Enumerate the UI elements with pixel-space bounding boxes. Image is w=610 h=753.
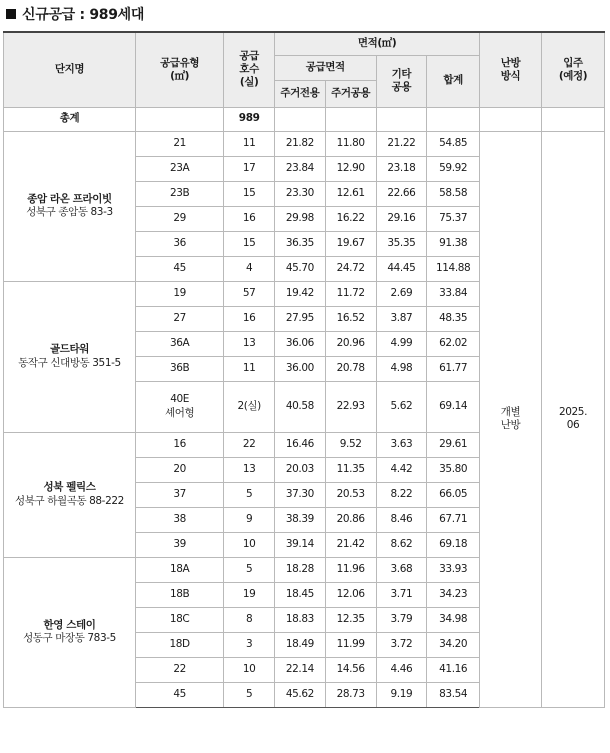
common-cell: 11.35 xyxy=(325,457,376,482)
square-bullet-icon xyxy=(6,9,16,19)
units-cell: 22 xyxy=(224,432,275,457)
type-cell: 23A xyxy=(135,156,223,181)
type-cell: 27 xyxy=(135,306,223,331)
type-cell: 38 xyxy=(135,507,223,532)
other-cell: 4.98 xyxy=(376,356,427,381)
header-movein xyxy=(542,32,605,107)
common-cell: 20.53 xyxy=(325,482,376,507)
header-type-line1: 공급유형 xyxy=(160,56,200,69)
exclusive-cell: 20.03 xyxy=(275,457,326,482)
type-line2: 셰어형 xyxy=(165,406,195,419)
type-cell: 22 xyxy=(135,657,223,682)
header-movein-line2: (예정) xyxy=(558,69,588,82)
sum-cell: 41.16 xyxy=(427,657,480,682)
exclusive-cell: 19.42 xyxy=(275,281,326,306)
header-type xyxy=(135,32,223,107)
units-cell: 15 xyxy=(224,181,275,206)
units-cell: 57 xyxy=(224,281,275,306)
exclusive-cell: 18.28 xyxy=(275,557,326,582)
header-units-line3: (실) xyxy=(239,76,259,89)
exclusive-cell: 21.82 xyxy=(275,131,326,156)
other-cell: 8.22 xyxy=(376,482,427,507)
type-cell: 36B xyxy=(135,356,223,381)
common-cell: 22.93 xyxy=(325,381,376,432)
other-cell: 22.66 xyxy=(376,181,427,206)
complex-cell xyxy=(4,131,136,281)
units-cell: 5 xyxy=(224,557,275,582)
type-cell: 18A xyxy=(135,557,223,582)
units-cell: 13 xyxy=(224,457,275,482)
total-empty-cell xyxy=(275,107,326,131)
type-cell: 18B xyxy=(135,582,223,607)
table-row xyxy=(4,131,605,156)
header-exclusive: 주거전용 xyxy=(275,80,326,107)
sum-cell: 34.23 xyxy=(427,582,480,607)
header-heating-line1: 난방 xyxy=(500,56,521,69)
exclusive-cell: 18.49 xyxy=(275,632,326,657)
exclusive-cell: 36.06 xyxy=(275,331,326,356)
common-cell: 9.52 xyxy=(325,432,376,457)
header-sum: 합계 xyxy=(427,55,480,107)
type-cell: 36A xyxy=(135,331,223,356)
exclusive-cell: 39.14 xyxy=(275,532,326,557)
exclusive-cell: 40.58 xyxy=(275,381,326,432)
sum-cell: 69.14 xyxy=(427,381,480,432)
common-cell: 12.35 xyxy=(325,607,376,632)
common-cell: 12.06 xyxy=(325,582,376,607)
sum-cell: 34.20 xyxy=(427,632,480,657)
sum-cell: 58.58 xyxy=(427,181,480,206)
heating-cell xyxy=(480,131,542,707)
heating-line2: 난방 xyxy=(500,419,521,431)
common-cell: 11.99 xyxy=(325,632,376,657)
exclusive-cell: 23.30 xyxy=(275,181,326,206)
type-cell: 29 xyxy=(135,206,223,231)
sum-cell: 75.37 xyxy=(427,206,480,231)
header-other-line2: 공용 xyxy=(391,81,412,93)
complex-name: 종암 라온 프라이빗 xyxy=(27,192,112,205)
complex-cell xyxy=(4,281,136,432)
type-cell: 45 xyxy=(135,256,223,281)
units-cell: 15 xyxy=(224,231,275,256)
complex-address: 동작구 신대방동 351-5 xyxy=(18,356,121,369)
type-cell xyxy=(135,381,223,432)
movein-line1: 2025. xyxy=(558,405,588,418)
movein-line2: 06 xyxy=(566,419,580,431)
exclusive-cell: 23.84 xyxy=(275,156,326,181)
other-cell: 3.63 xyxy=(376,432,427,457)
exclusive-cell: 18.83 xyxy=(275,607,326,632)
sum-cell: 83.54 xyxy=(427,682,480,707)
type-cell: 39 xyxy=(135,532,223,557)
header-common: 주거공용 xyxy=(325,80,376,107)
units-cell: 11 xyxy=(224,131,275,156)
sum-cell: 66.05 xyxy=(427,482,480,507)
sum-cell: 54.85 xyxy=(427,131,480,156)
other-cell: 3.87 xyxy=(376,306,427,331)
sum-cell: 33.84 xyxy=(427,281,480,306)
other-cell: 4.99 xyxy=(376,331,427,356)
other-cell: 44.45 xyxy=(376,256,427,281)
type-line1: 40E xyxy=(170,393,190,406)
other-cell: 4.46 xyxy=(376,657,427,682)
total-empty-cell xyxy=(480,107,542,131)
exclusive-cell: 45.62 xyxy=(275,682,326,707)
sum-cell: 62.02 xyxy=(427,331,480,356)
total-empty-cell xyxy=(325,107,376,131)
units-cell: 16 xyxy=(224,306,275,331)
units-cell: 9 xyxy=(224,507,275,532)
total-label: 총계 xyxy=(4,107,136,131)
header-movein-line1: 입주 xyxy=(563,56,583,69)
exclusive-cell: 22.14 xyxy=(275,657,326,682)
units-cell: 10 xyxy=(224,532,275,557)
complex-address: 성북구 하월곡동 88-222 xyxy=(15,494,124,507)
units-cell: 5 xyxy=(224,482,275,507)
other-cell: 9.19 xyxy=(376,682,427,707)
other-cell: 8.62 xyxy=(376,532,427,557)
header-units-line2: 호수 xyxy=(239,63,259,76)
sum-cell: 34.98 xyxy=(427,607,480,632)
heading-text: 신규공급 : 989세대 xyxy=(22,7,145,23)
common-cell: 19.67 xyxy=(325,231,376,256)
common-cell: 20.86 xyxy=(325,507,376,532)
common-cell: 20.78 xyxy=(325,356,376,381)
complex-name: 골드타워 xyxy=(49,343,89,356)
header-complex: 단지명 xyxy=(4,32,136,107)
total-row xyxy=(4,107,605,131)
common-cell: 16.52 xyxy=(325,306,376,331)
exclusive-cell: 18.45 xyxy=(275,582,326,607)
common-cell: 20.96 xyxy=(325,331,376,356)
complex-cell xyxy=(4,432,136,557)
sum-cell: 33.93 xyxy=(427,557,480,582)
exclusive-cell: 37.30 xyxy=(275,482,326,507)
sum-cell: 59.92 xyxy=(427,156,480,181)
total-empty-cell xyxy=(542,107,605,131)
common-cell: 14.56 xyxy=(325,657,376,682)
other-cell: 35.35 xyxy=(376,231,427,256)
heating-line1: 개별 xyxy=(500,405,521,418)
header-supply-area: 공급면적 xyxy=(275,55,377,80)
units-cell: 3 xyxy=(224,632,275,657)
exclusive-cell: 16.46 xyxy=(275,432,326,457)
total-units: 989 xyxy=(224,107,275,131)
type-cell: 18C xyxy=(135,607,223,632)
other-cell: 4.42 xyxy=(376,457,427,482)
units-cell: 19 xyxy=(224,582,275,607)
other-cell: 3.72 xyxy=(376,632,427,657)
exclusive-cell: 45.70 xyxy=(275,256,326,281)
header-other-line1: 기타 xyxy=(391,67,412,80)
sum-cell: 67.71 xyxy=(427,507,480,532)
type-cell: 23B xyxy=(135,181,223,206)
other-cell: 3.71 xyxy=(376,582,427,607)
common-cell: 11.80 xyxy=(325,131,376,156)
common-cell: 11.96 xyxy=(325,557,376,582)
other-cell: 29.16 xyxy=(376,206,427,231)
exclusive-cell: 38.39 xyxy=(275,507,326,532)
other-cell: 3.68 xyxy=(376,557,427,582)
common-cell: 12.90 xyxy=(325,156,376,181)
units-cell: 4 xyxy=(224,256,275,281)
type-cell: 16 xyxy=(135,432,223,457)
page-heading xyxy=(6,4,144,24)
type-cell: 36 xyxy=(135,231,223,256)
total-empty-cell xyxy=(427,107,480,131)
sum-cell: 48.35 xyxy=(427,306,480,331)
units-cell: 10 xyxy=(224,657,275,682)
units-cell: 13 xyxy=(224,331,275,356)
sum-cell: 29.61 xyxy=(427,432,480,457)
units-cell: 8 xyxy=(224,607,275,632)
type-cell: 45 xyxy=(135,682,223,707)
exclusive-cell: 27.95 xyxy=(275,306,326,331)
sum-cell: 91.38 xyxy=(427,231,480,256)
complex-address: 성북구 종암동 83-3 xyxy=(26,206,113,218)
units-cell: 16 xyxy=(224,206,275,231)
header-heating-line2: 방식 xyxy=(500,69,521,82)
complex-name: 한영 스테이 xyxy=(43,618,96,631)
exclusive-cell: 36.35 xyxy=(275,231,326,256)
units-cell: 5 xyxy=(224,682,275,707)
other-cell: 8.46 xyxy=(376,507,427,532)
common-cell: 21.42 xyxy=(325,532,376,557)
other-cell: 3.79 xyxy=(376,607,427,632)
exclusive-cell: 36.00 xyxy=(275,356,326,381)
header-units-line1: 공급 xyxy=(239,50,259,63)
common-cell: 28.73 xyxy=(325,682,376,707)
complex-cell xyxy=(4,557,136,707)
complex-address: 성동구 마장동 783-5 xyxy=(23,632,116,644)
units-cell: 2(실) xyxy=(224,381,275,432)
total-empty-cell xyxy=(376,107,427,131)
header-other xyxy=(376,55,427,107)
other-cell: 21.22 xyxy=(376,131,427,156)
header-heating xyxy=(480,32,542,107)
type-cell: 18D xyxy=(135,632,223,657)
common-cell: 11.72 xyxy=(325,281,376,306)
common-cell: 12.61 xyxy=(325,181,376,206)
type-cell: 37 xyxy=(135,482,223,507)
sum-cell: 35.80 xyxy=(427,457,480,482)
sum-cell: 61.77 xyxy=(427,356,480,381)
units-cell: 17 xyxy=(224,156,275,181)
header-units xyxy=(224,32,275,107)
units-cell: 11 xyxy=(224,356,275,381)
other-cell: 5.62 xyxy=(376,381,427,432)
sum-cell: 69.18 xyxy=(427,532,480,557)
header-area: 면적(㎡) xyxy=(275,32,480,55)
type-cell: 20 xyxy=(135,457,223,482)
common-cell: 16.22 xyxy=(325,206,376,231)
other-cell: 2.69 xyxy=(376,281,427,306)
complex-name: 성북 펠릭스 xyxy=(43,481,96,494)
other-cell: 23.18 xyxy=(376,156,427,181)
common-cell: 24.72 xyxy=(325,256,376,281)
type-cell: 19 xyxy=(135,281,223,306)
movein-cell xyxy=(542,131,605,707)
exclusive-cell: 29.98 xyxy=(275,206,326,231)
supply-table xyxy=(3,31,605,708)
sum-cell: 114.88 xyxy=(427,256,480,281)
type-cell: 21 xyxy=(135,131,223,156)
header-type-line2: (㎡) xyxy=(170,69,190,82)
total-empty-cell xyxy=(135,107,223,131)
